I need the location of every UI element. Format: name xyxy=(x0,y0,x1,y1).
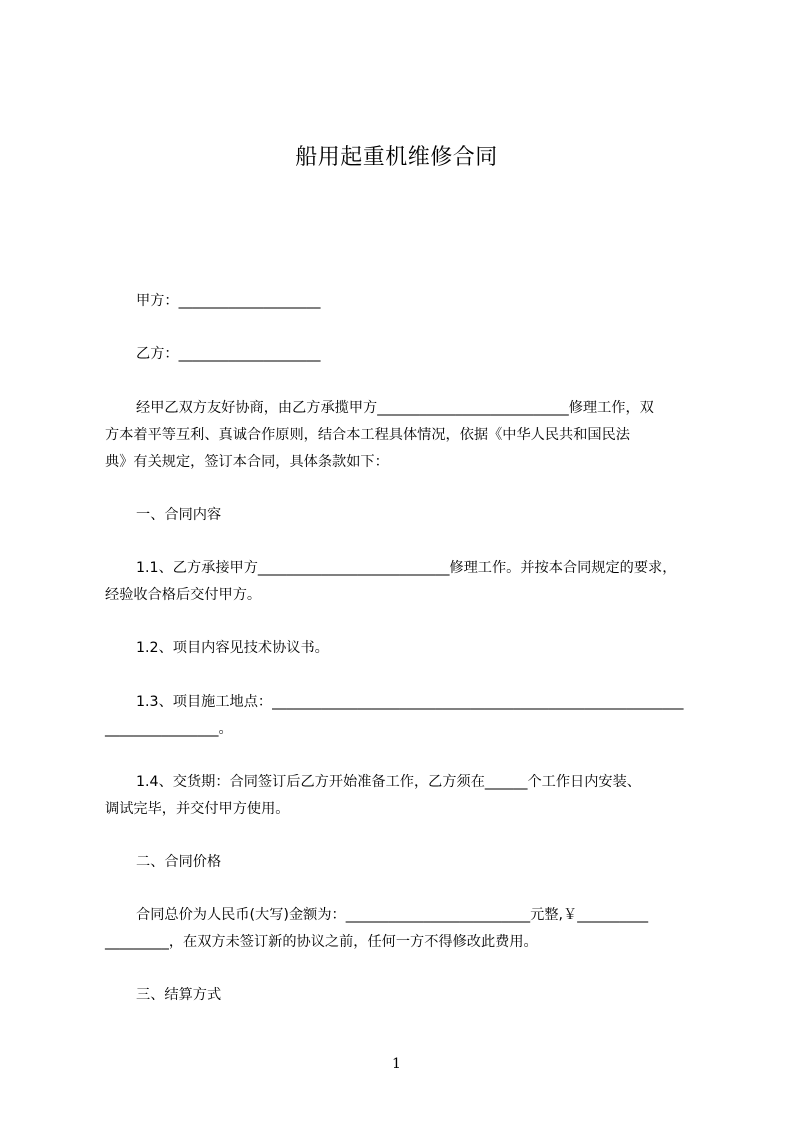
clause-1-1-line-1: 1.1、乙方承接甲方___________________________修理工作。并按本合同规定的要求， xyxy=(136,560,677,576)
clause-1-4-line-1: 1.4、交货期：合同签订后乙方开始准备工作，乙方须在______个工作日内安装、 xyxy=(136,774,641,790)
intro-line-3: 典》有关规定，签订本合同，具体条款如下： xyxy=(105,454,389,470)
intro-line-1: 经甲乙双方友好协商，由乙方承揽甲方___________________________修理工作，双 xyxy=(136,400,654,416)
clause-1-3-line-1: 1.3、项目施工地点：__________________________________________________________ xyxy=(136,694,684,710)
party-b-line: 乙方：____________________ xyxy=(136,346,321,362)
price-line-1: 合同总价为人民币(大写)金额为：__________________________元整,￥__________ xyxy=(136,907,649,923)
document-title: 船用起重机维修合同 xyxy=(295,145,498,170)
clause-1-2: 1.2、项目内容见技术协议书。 xyxy=(136,640,329,656)
clause-1-3-line-2: ________________。 xyxy=(105,721,233,737)
section-1-heading: 一、合同内容 xyxy=(136,507,222,523)
clause-1-4-line-2: 调试完毕，并交付甲方使用。 xyxy=(105,801,290,817)
section-2-heading: 二、合同价格 xyxy=(136,854,222,870)
party-a-line: 甲方：____________________ xyxy=(136,293,321,309)
clause-1-1-line-2: 经验收合格后交付甲方。 xyxy=(105,587,262,603)
section-3-heading: 三、结算方式 xyxy=(136,987,222,1003)
page-number: 1 xyxy=(392,1056,401,1072)
intro-line-2: 方本着平等互利、真诚合作原则，结合本工程具体情况，依据《中华人民共和国民法 xyxy=(105,427,630,443)
price-line-2: _________，在双方未签订新的协议之前，任何一方不得修改此费用。 xyxy=(105,934,538,950)
